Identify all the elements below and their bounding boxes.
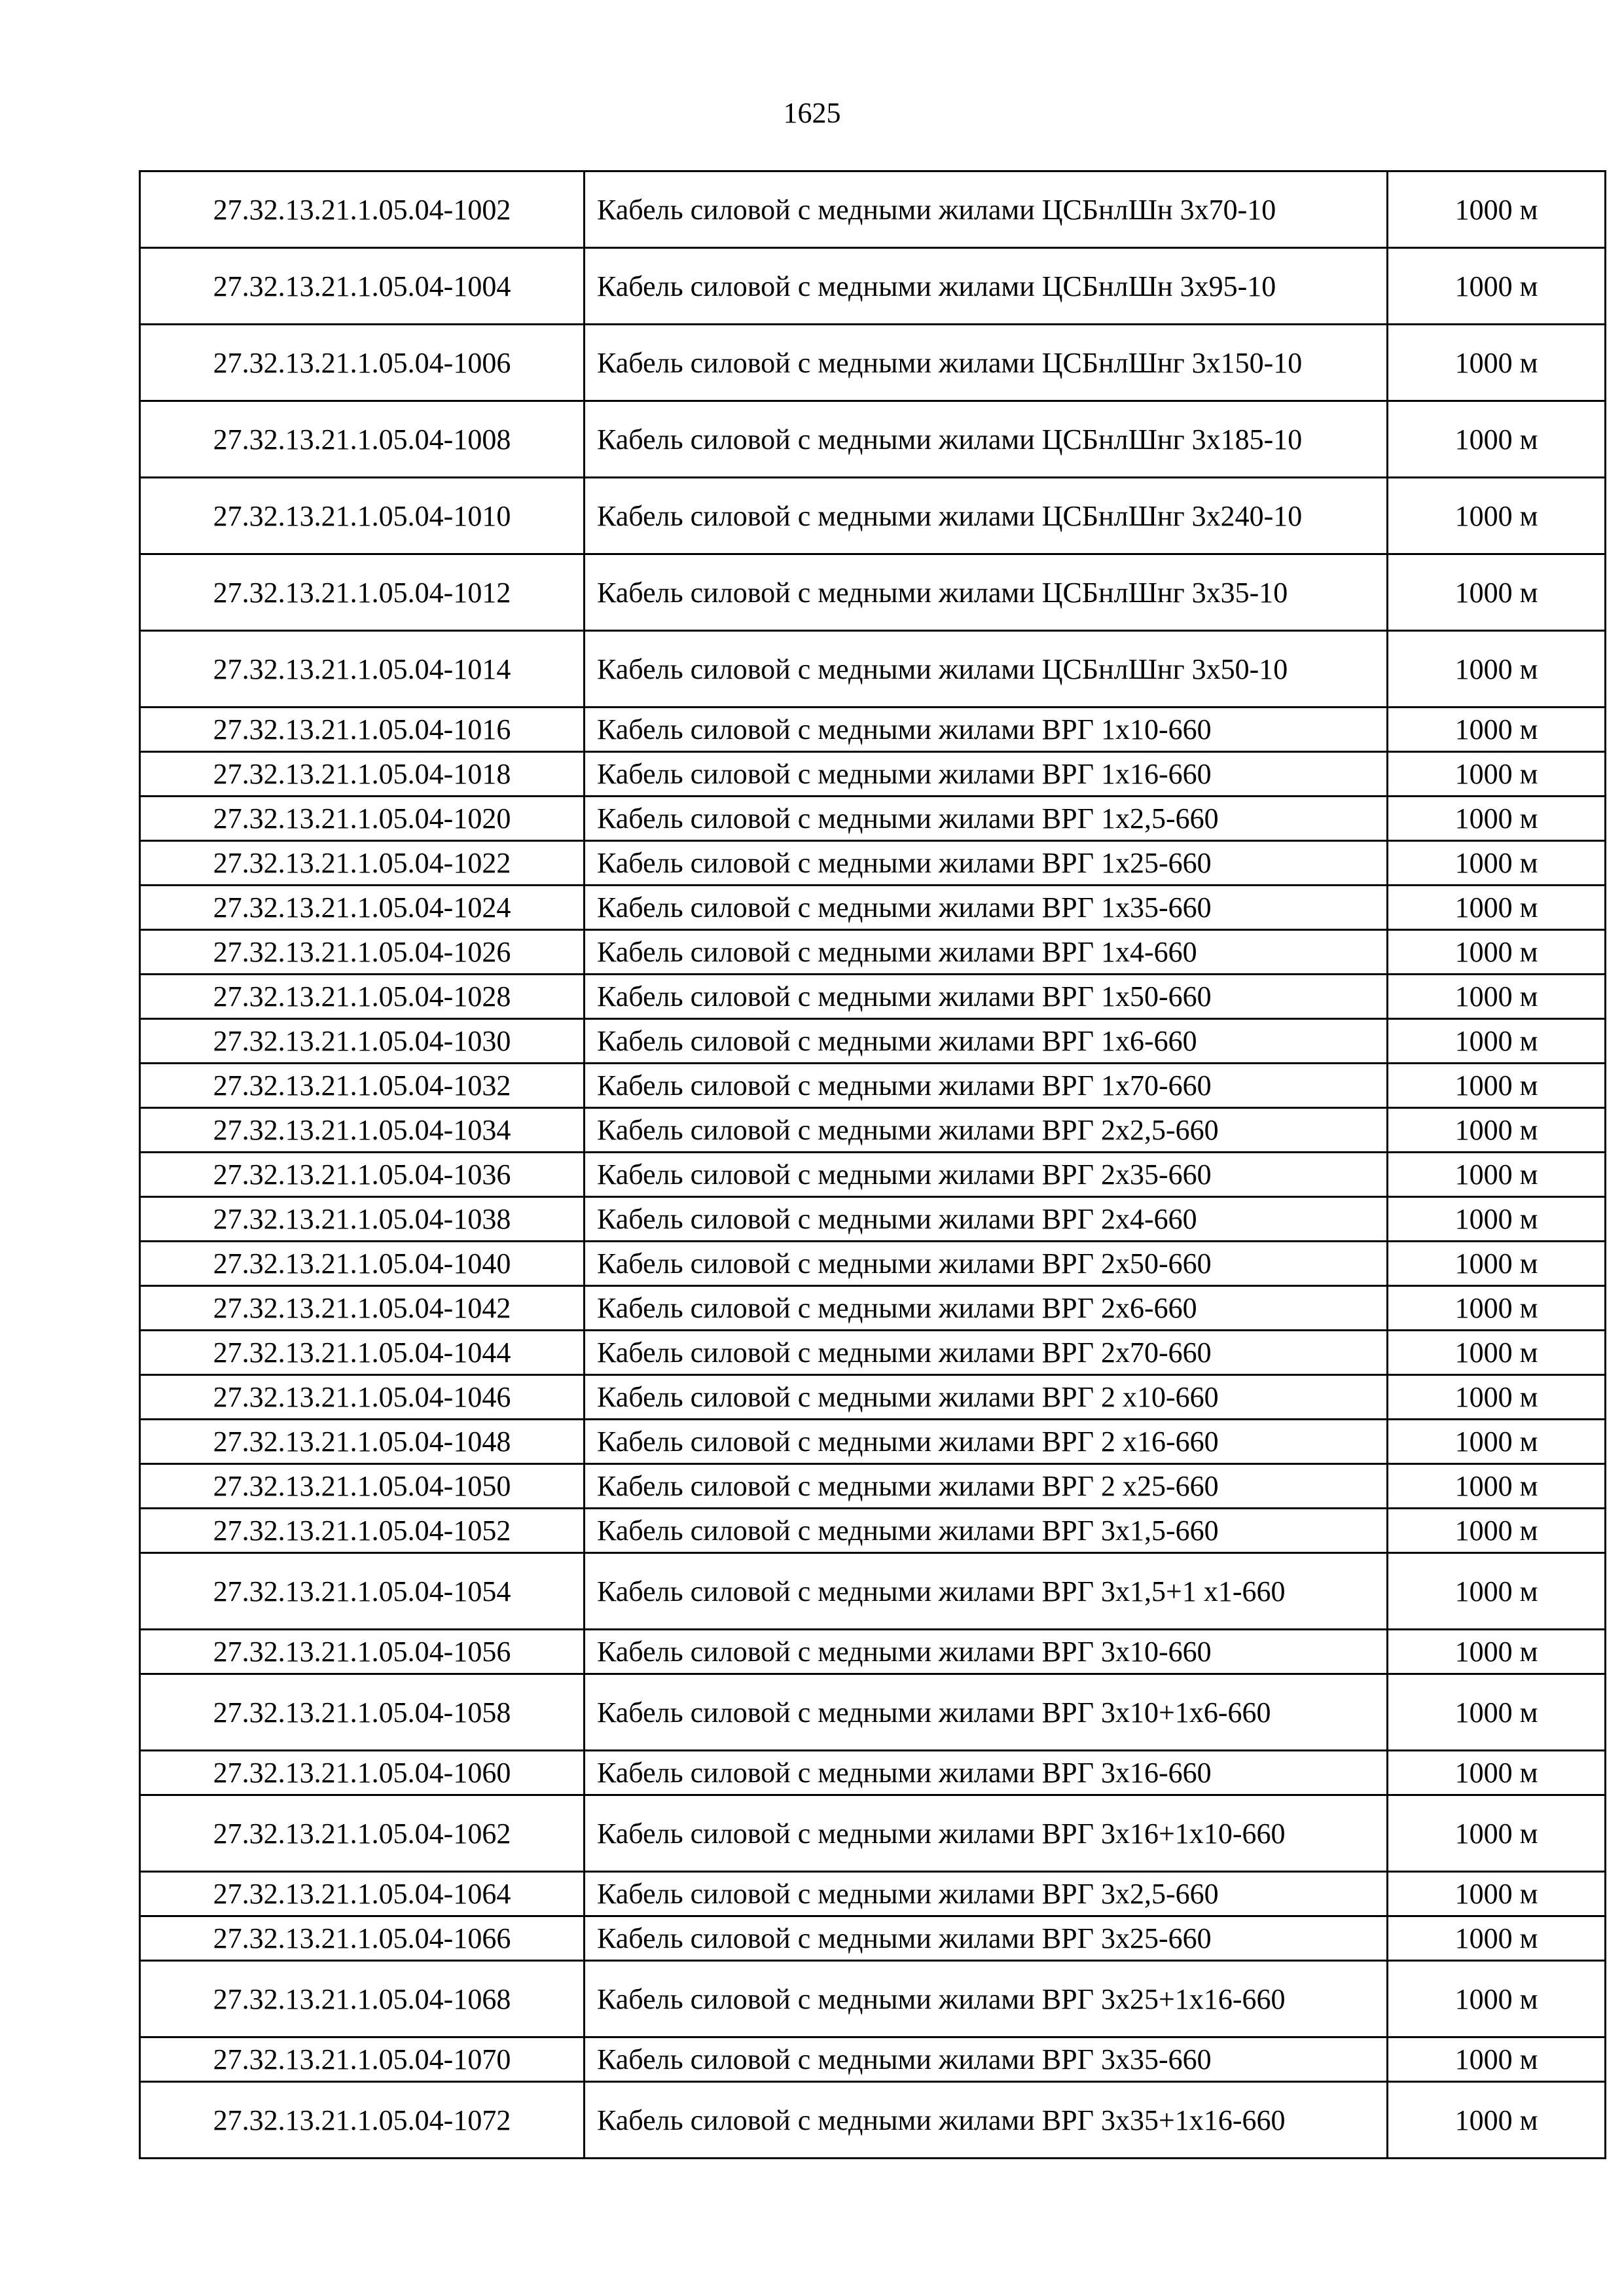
row-unit-cell: 1000 м (1388, 797, 1606, 841)
row-code-cell: 27.32.13.21.1.05.04-1018 (140, 752, 585, 797)
row-unit-cell: 1000 м (1388, 2037, 1606, 2082)
row-code-cell: 27.32.13.21.1.05.04-1066 (140, 1916, 585, 1961)
row-name-cell: Кабель силовой с медными жилами ВРГ 3х35+1х16-660 (585, 2082, 1388, 2159)
table-row (140, 1464, 1606, 1509)
row-name-cell: Кабель силовой с медными жилами ВРГ 2х70-660 (585, 1331, 1388, 1375)
row-unit-cell: 1000 м (1388, 1916, 1606, 1961)
row-unit-cell: 1000 м (1388, 248, 1606, 325)
table-row (140, 478, 1606, 554)
table-row (140, 1242, 1606, 1286)
row-code-cell: 27.32.13.21.1.05.04-1022 (140, 841, 585, 886)
row-code-cell: 27.32.13.21.1.05.04-1064 (140, 1872, 585, 1916)
row-code-cell: 27.32.13.21.1.05.04-1046 (140, 1375, 585, 1420)
row-code-cell: 27.32.13.21.1.05.04-1014 (140, 631, 585, 708)
row-unit-cell: 1000 м (1388, 1197, 1606, 1242)
table-row (140, 1795, 1606, 1872)
row-code-cell: 27.32.13.21.1.05.04-1032 (140, 1064, 585, 1108)
table-row (140, 325, 1606, 401)
table-body (140, 171, 1606, 2159)
table-row (140, 554, 1606, 631)
row-unit-cell: 1000 м (1388, 1108, 1606, 1153)
page-number: 1625 (783, 97, 841, 129)
table-row (140, 1509, 1606, 1553)
row-unit-cell: 1000 м (1388, 1420, 1606, 1464)
table-row (140, 1375, 1606, 1420)
row-code-cell: 27.32.13.21.1.05.04-1040 (140, 1242, 585, 1286)
row-unit-cell: 1000 м (1388, 1153, 1606, 1197)
row-name-cell: Кабель силовой с медными жилами ВРГ 1х70-660 (585, 1064, 1388, 1108)
row-code-cell: 27.32.13.21.1.05.04-1038 (140, 1197, 585, 1242)
row-code-cell: 27.32.13.21.1.05.04-1010 (140, 478, 585, 554)
row-name-cell: Кабель силовой с медными жилами ВРГ 1х16-660 (585, 752, 1388, 797)
row-code-cell: 27.32.13.21.1.05.04-1028 (140, 975, 585, 1019)
table-row (140, 1916, 1606, 1961)
table-row (140, 930, 1606, 975)
row-name-cell: Кабель силовой с медными жилами ЦСБнлШн 3х95-10 (585, 248, 1388, 325)
row-unit-cell: 1000 м (1388, 1019, 1606, 1064)
cable-table (139, 170, 1606, 2159)
row-name-cell: Кабель силовой с медными жилами ВРГ 1х35-660 (585, 886, 1388, 930)
row-name-cell: Кабель силовой с медными жилами ВРГ 3х25+1х16-660 (585, 1961, 1388, 2037)
row-code-cell: 27.32.13.21.1.05.04-1048 (140, 1420, 585, 1464)
row-unit-cell: 1000 м (1388, 752, 1606, 797)
row-name-cell: Кабель силовой с медными жилами ВРГ 1х6-660 (585, 1019, 1388, 1064)
row-unit-cell: 1000 м (1388, 1961, 1606, 2037)
table-row (140, 752, 1606, 797)
row-code-cell: 27.32.13.21.1.05.04-1044 (140, 1331, 585, 1375)
table-row (140, 975, 1606, 1019)
row-unit-cell: 1000 м (1388, 478, 1606, 554)
row-unit-cell: 1000 м (1388, 975, 1606, 1019)
row-name-cell: Кабель силовой с медными жилами ВРГ 2 х10-660 (585, 1375, 1388, 1420)
table-row (140, 1331, 1606, 1375)
row-name-cell: Кабель силовой с медными жилами ЦСБнлШнг 3х35-10 (585, 554, 1388, 631)
row-name-cell: Кабель силовой с медными жилами ВРГ 2 х16-660 (585, 1420, 1388, 1464)
row-unit-cell: 1000 м (1388, 1464, 1606, 1509)
row-name-cell: Кабель силовой с медными жилами ВРГ 3х10+1х6-660 (585, 1674, 1388, 1751)
row-name-cell: Кабель силовой с медными жилами ЦСБнлШнг 3х150-10 (585, 325, 1388, 401)
table-row (140, 1420, 1606, 1464)
table-row (140, 248, 1606, 325)
row-unit-cell: 1000 м (1388, 841, 1606, 886)
row-name-cell: Кабель силовой с медными жилами ВРГ 2х4-660 (585, 1197, 1388, 1242)
row-name-cell: Кабель силовой с медными жилами ВРГ 3х16-660 (585, 1751, 1388, 1795)
table-row (140, 171, 1606, 248)
row-name-cell: Кабель силовой с медными жилами ВРГ 3х16+1х10-660 (585, 1795, 1388, 1872)
table-row (140, 1286, 1606, 1331)
row-name-cell: Кабель силовой с медными жилами ВРГ 3х35-660 (585, 2037, 1388, 2082)
row-unit-cell: 1000 м (1388, 1331, 1606, 1375)
row-code-cell: 27.32.13.21.1.05.04-1012 (140, 554, 585, 631)
row-name-cell: Кабель силовой с медными жилами ВРГ 1х50-660 (585, 975, 1388, 1019)
row-name-cell: Кабель силовой с медными жилами ВРГ 3х2,5-660 (585, 1872, 1388, 1916)
row-code-cell: 27.32.13.21.1.05.04-1020 (140, 797, 585, 841)
row-unit-cell: 1000 м (1388, 1509, 1606, 1553)
row-code-cell: 27.32.13.21.1.05.04-1036 (140, 1153, 585, 1197)
table-row (140, 1674, 1606, 1751)
row-unit-cell: 1000 м (1388, 1242, 1606, 1286)
table-row (140, 1872, 1606, 1916)
row-name-cell: Кабель силовой с медными жилами ЦСБнлШнг 3х185-10 (585, 401, 1388, 478)
row-code-cell: 27.32.13.21.1.05.04-1034 (140, 1108, 585, 1153)
row-name-cell: Кабель силовой с медными жилами ВРГ 3х1,5+1 х1-660 (585, 1553, 1388, 1630)
table-row (140, 841, 1606, 886)
row-unit-cell: 1000 м (1388, 1674, 1606, 1751)
row-name-cell: Кабель силовой с медными жилами ВРГ 2х6-660 (585, 1286, 1388, 1331)
row-code-cell: 27.32.13.21.1.05.04-1070 (140, 2037, 585, 2082)
row-unit-cell: 1000 м (1388, 1064, 1606, 1108)
row-code-cell: 27.32.13.21.1.05.04-1042 (140, 1286, 585, 1331)
table-row (140, 1630, 1606, 1674)
row-name-cell: Кабель силовой с медными жилами ВРГ 1х4-660 (585, 930, 1388, 975)
row-unit-cell: 1000 м (1388, 1553, 1606, 1630)
row-unit-cell: 1000 м (1388, 631, 1606, 708)
row-code-cell: 27.32.13.21.1.05.04-1006 (140, 325, 585, 401)
row-code-cell: 27.32.13.21.1.05.04-1060 (140, 1751, 585, 1795)
row-unit-cell: 1000 м (1388, 886, 1606, 930)
row-unit-cell: 1000 м (1388, 401, 1606, 478)
row-unit-cell: 1000 м (1388, 554, 1606, 631)
row-code-cell: 27.32.13.21.1.05.04-1002 (140, 171, 585, 248)
row-unit-cell: 1000 м (1388, 171, 1606, 248)
row-unit-cell: 1000 м (1388, 930, 1606, 975)
row-name-cell: Кабель силовой с медными жилами ВРГ 3х10-660 (585, 1630, 1388, 1674)
row-code-cell: 27.32.13.21.1.05.04-1062 (140, 1795, 585, 1872)
row-code-cell: 27.32.13.21.1.05.04-1004 (140, 248, 585, 325)
row-code-cell: 27.32.13.21.1.05.04-1054 (140, 1553, 585, 1630)
row-name-cell: Кабель силовой с медными жилами ВРГ 2 х25-660 (585, 1464, 1388, 1509)
table-row (140, 1553, 1606, 1630)
row-code-cell: 27.32.13.21.1.05.04-1016 (140, 708, 585, 752)
row-code-cell: 27.32.13.21.1.05.04-1024 (140, 886, 585, 930)
row-code-cell: 27.32.13.21.1.05.04-1058 (140, 1674, 585, 1751)
row-name-cell: Кабель силовой с медными жилами ВРГ 2х2,5-660 (585, 1108, 1388, 1153)
row-unit-cell: 1000 м (1388, 2082, 1606, 2159)
row-name-cell: Кабель силовой с медными жилами ЦСБнлШнг 3х50-10 (585, 631, 1388, 708)
table-row (140, 1751, 1606, 1795)
row-code-cell: 27.32.13.21.1.05.04-1072 (140, 2082, 585, 2159)
row-unit-cell: 1000 м (1388, 1795, 1606, 1872)
table-row (140, 401, 1606, 478)
table-row (140, 1153, 1606, 1197)
table-row (140, 886, 1606, 930)
row-code-cell: 27.32.13.21.1.05.04-1030 (140, 1019, 585, 1064)
table-row (140, 1019, 1606, 1064)
row-unit-cell: 1000 м (1388, 1375, 1606, 1420)
table-row (140, 1197, 1606, 1242)
row-unit-cell: 1000 м (1388, 1630, 1606, 1674)
row-unit-cell: 1000 м (1388, 1872, 1606, 1916)
row-code-cell: 27.32.13.21.1.05.04-1068 (140, 1961, 585, 2037)
row-code-cell: 27.32.13.21.1.05.04-1026 (140, 930, 585, 975)
row-code-cell: 27.32.13.21.1.05.04-1056 (140, 1630, 585, 1674)
row-code-cell: 27.32.13.21.1.05.04-1050 (140, 1464, 585, 1509)
row-name-cell: Кабель силовой с медными жилами ЦСБнлШн 3х70-10 (585, 171, 1388, 248)
row-unit-cell: 1000 м (1388, 1286, 1606, 1331)
row-unit-cell: 1000 м (1388, 1751, 1606, 1795)
row-name-cell: Кабель силовой с медными жилами ВРГ 2х35-660 (585, 1153, 1388, 1197)
row-name-cell: Кабель силовой с медными жилами ВРГ 2х50-660 (585, 1242, 1388, 1286)
table-row (140, 1108, 1606, 1153)
row-unit-cell: 1000 м (1388, 325, 1606, 401)
table-row (140, 708, 1606, 752)
row-name-cell: Кабель силовой с медными жилами ВРГ 1х2,5-660 (585, 797, 1388, 841)
row-name-cell: Кабель силовой с медными жилами ЦСБнлШнг 3х240-10 (585, 478, 1388, 554)
table-row (140, 2037, 1606, 2082)
table-row (140, 631, 1606, 708)
table-row (140, 1961, 1606, 2037)
table-row (140, 797, 1606, 841)
table-row (140, 1064, 1606, 1108)
row-name-cell: Кабель силовой с медными жилами ВРГ 1х25-660 (585, 841, 1388, 886)
table-row (140, 2082, 1606, 2159)
row-code-cell: 27.32.13.21.1.05.04-1008 (140, 401, 585, 478)
row-name-cell: Кабель силовой с медными жилами ВРГ 3х1,5-660 (585, 1509, 1388, 1553)
row-unit-cell: 1000 м (1388, 708, 1606, 752)
row-name-cell: Кабель силовой с медными жилами ВРГ 3х25-660 (585, 1916, 1388, 1961)
row-name-cell: Кабель силовой с медными жилами ВРГ 1х10-660 (585, 708, 1388, 752)
row-code-cell: 27.32.13.21.1.05.04-1052 (140, 1509, 585, 1553)
